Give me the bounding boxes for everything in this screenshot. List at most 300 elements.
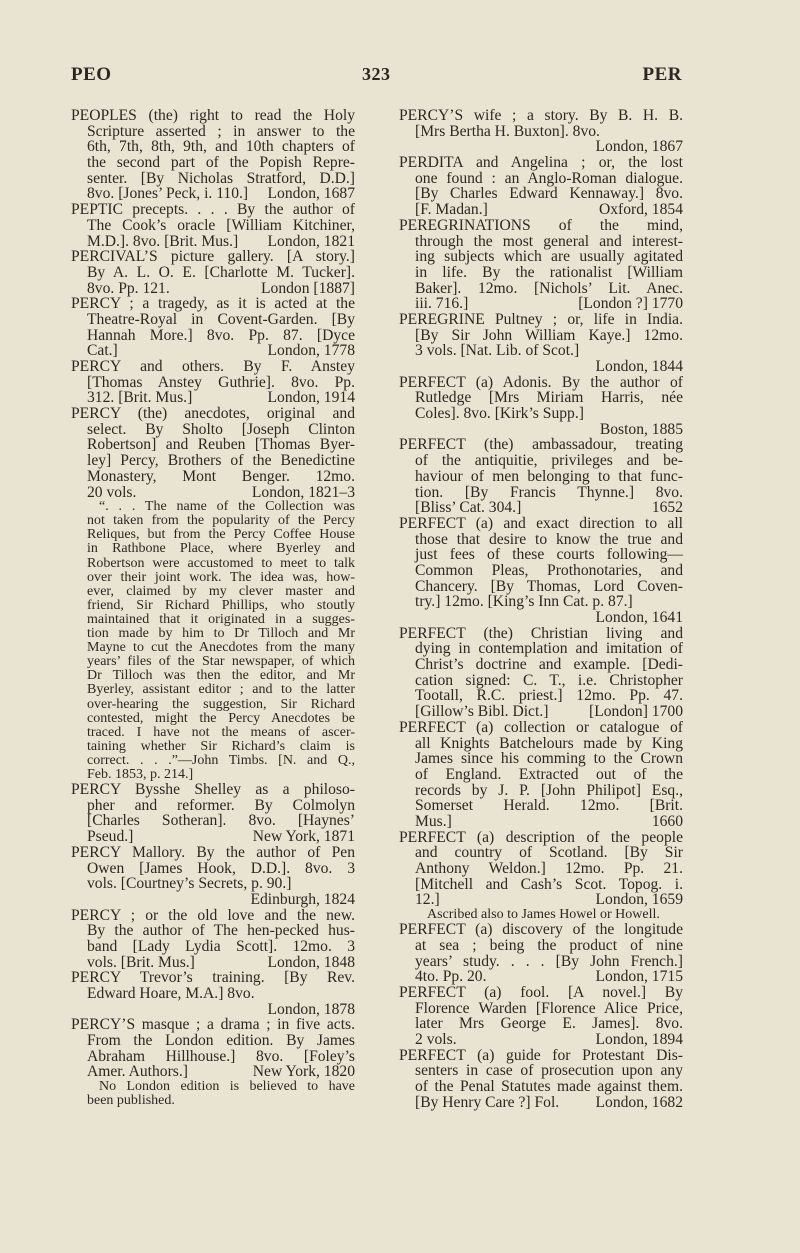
entry-line: [399, 783, 683, 799]
line-text: PEPTIC precepts. . . . By the author of: [71, 201, 355, 219]
line-text: Dr Tilloch was then the editor, and Mr: [87, 668, 355, 684]
line-text: taining whether Sir Richard’s claim is: [87, 738, 355, 754]
entry-line: [399, 422, 683, 438]
line-text: Cat.]: [87, 342, 118, 360]
entry-line: [399, 579, 683, 595]
line-text: Byerley, assistant editor ; and to the latter: [87, 682, 355, 698]
entry-line: [71, 669, 355, 683]
catalogue-entry: [399, 720, 683, 830]
entry-line: [71, 986, 355, 1002]
line-text: senter. [By Nicholas Stratford, D.D.]: [87, 169, 355, 187]
entry-line: [71, 939, 355, 955]
line-text: [Mrs Bertha H. Buxton]. 8vo.: [415, 122, 600, 140]
entry-line: [399, 265, 683, 281]
entry-line: [399, 343, 683, 359]
entry-line: [399, 234, 683, 250]
entry-line: [71, 234, 355, 250]
line-text: ing subjects which are usually agitated: [415, 248, 683, 266]
line-text: Monastery, Mont Benger. 12mo.: [87, 467, 355, 485]
catalogue-entry: [399, 108, 683, 155]
line-text: at sea ; being the product of nine: [415, 936, 683, 954]
catalogue-entry: [399, 312, 683, 375]
line-text: PERFECT (a) fool. [A novel.] By: [399, 983, 683, 1001]
line-text: London, 1867: [595, 138, 683, 156]
line-text: Ascribed also to James Howel or Howell.: [427, 907, 660, 923]
line-text: the second part of the Popish Repre-: [87, 154, 355, 172]
line-text: Pseud.]: [87, 828, 134, 846]
line-text: Chancery. [By Thomas, Lord Coven-: [415, 577, 683, 595]
entry-line: [71, 343, 355, 359]
entry-line: [399, 1001, 683, 1017]
imprint-place-date: London [1887]: [261, 279, 355, 297]
imprint-place-date: London, 1659: [595, 891, 683, 909]
catalogue-entry: [399, 922, 683, 985]
line-text: ever, claimed by my clever master and: [87, 583, 355, 599]
entry-line: [71, 571, 355, 585]
line-text: 12.]: [415, 891, 440, 909]
entry-line: [71, 970, 355, 986]
catalogue-entry: [71, 908, 355, 971]
catalogue-entry: [71, 970, 355, 1017]
line-text: London, 1641: [595, 609, 683, 626]
entry-line: [399, 922, 683, 938]
line-text: in life. By the rationalist [William: [415, 263, 683, 281]
line-text: Anthony Weldon.] 12mo. Pp. 21.: [415, 860, 683, 877]
line-text: Hannah More.] 8vo. Pp. 87. [Dyce: [87, 326, 355, 344]
imprint-place-date: London, 1914: [267, 389, 355, 407]
entry-line: [71, 202, 355, 218]
entry-line: [399, 406, 683, 422]
entry-line: [399, 469, 683, 485]
line-text: haviour of men belonging to that func-: [415, 467, 683, 485]
entry-line: [399, 328, 683, 344]
line-text: From the London edition. By James: [87, 1032, 355, 1050]
entry-line: [71, 908, 355, 924]
line-text: PERFECT (a) Adonis. By the author of: [399, 373, 683, 391]
entry-line: [71, 359, 355, 375]
entry-line: [399, 563, 683, 579]
entry-line: [71, 861, 355, 877]
page-number: 323: [362, 64, 391, 84]
entry-line: [399, 688, 683, 704]
entry-line: [71, 249, 355, 265]
entry-line: [71, 296, 355, 312]
entry-line: [71, 528, 355, 542]
entry-line: [71, 698, 355, 712]
entry-line: [399, 139, 683, 155]
entry-line: [399, 861, 683, 877]
line-text: select. By Sholto [Joseph Clinton: [87, 420, 355, 438]
entry-line: [399, 751, 683, 767]
line-text: PERCY Mallory. By the author of Pen: [71, 843, 355, 861]
line-text: contested, might the Percy Anecdotes be: [87, 710, 355, 726]
entry-line: [399, 610, 683, 626]
entry-line: [71, 171, 355, 187]
line-text: dying in contemplation and imitation of: [415, 640, 683, 658]
entry-line: [399, 1032, 683, 1048]
line-text: through the most general and interest-: [415, 232, 683, 250]
imprint-place-date: 1660: [651, 812, 683, 830]
entry-line: [399, 830, 683, 846]
entry-line: [399, 390, 683, 406]
entry-line: [71, 500, 355, 514]
catalogue-entry: [399, 1048, 683, 1111]
catalogue-note: [71, 1080, 355, 1108]
catalogue-entry: [399, 218, 683, 312]
line-text: James since his comming to the Crown: [415, 750, 683, 768]
entry-line: [71, 155, 355, 171]
line-text: PEREGRINE Pultney ; or, life in India.: [399, 310, 683, 328]
entry-line: [399, 453, 683, 469]
entry-line: [399, 1016, 683, 1032]
entry-line: [399, 720, 683, 736]
line-text: Amer. Authors.]: [87, 1063, 188, 1081]
entry-line: [399, 704, 683, 720]
entry-line: [71, 406, 355, 422]
line-text: [By Henry Care ?] Fol.: [415, 1093, 560, 1111]
entry-line: [399, 108, 683, 124]
entry-line: [71, 923, 355, 939]
entry-line: [71, 1002, 355, 1018]
entry-line: [71, 312, 355, 328]
line-text: over-hearing the suggestion, Sir Richard: [87, 696, 355, 712]
entry-line: [71, 186, 355, 202]
line-text: [Thomas Anstey Guthrie]. 8vo. Pp.: [87, 373, 355, 391]
line-text: just fees of these courts following—: [415, 546, 683, 564]
catalogue-entry: [399, 516, 683, 626]
imprint-place-date: London, 1821–3: [251, 483, 355, 501]
entry-line: [399, 969, 683, 985]
left-column: [71, 108, 355, 1108]
line-text: PERCY (the) anecdotes, original and: [71, 405, 355, 423]
catalogue-entry: [71, 782, 355, 845]
entry-line: [71, 514, 355, 528]
line-text: PEOPLES (the) right to read the Holy: [71, 107, 355, 124]
imprint-place-date: London, 1821: [267, 232, 355, 250]
entry-line: [399, 375, 683, 391]
entry-line: [399, 594, 683, 610]
line-text: [Bliss’ Cat. 304.]: [415, 499, 522, 517]
line-text: PERFECT (the) Christian living and: [399, 624, 683, 642]
line-text: London, 1878: [267, 1000, 355, 1018]
line-text: Baker]. 12mo. [Nichols’ Lit. Anec.: [415, 279, 683, 297]
line-text: Tootall, R.C. priest.] 12mo. Pp. 47.: [415, 687, 683, 705]
entry-line: [399, 359, 683, 375]
imprint-place-date: New York, 1820: [252, 1063, 355, 1081]
entry-line: [71, 876, 355, 892]
line-text: Feb. 1853, p. 214.]: [87, 766, 194, 782]
line-text: friend, Sir Richard Phillips, who stoutly: [87, 597, 355, 613]
entry-line: [399, 954, 683, 970]
catalogue-note: [71, 500, 355, 782]
entry-line: [71, 726, 355, 740]
line-text: By the author of The hen-pecked hus-: [87, 922, 355, 940]
line-text: ley] Percy, Brothers of the Benedictine: [87, 452, 355, 470]
imprint-place-date: [London] 1700: [589, 703, 683, 721]
imprint-place-date: London, 1778: [267, 342, 355, 360]
entry-line: [399, 312, 683, 328]
entry-line: [399, 171, 683, 187]
line-text: Common Pleas, Prothonotaries, and: [415, 561, 683, 579]
imprint-place-date: London, 1682: [595, 1093, 683, 1111]
catalogue-note: [399, 908, 683, 922]
line-text: [Charles Sotheran]. 8vo. [Haynes’: [87, 812, 355, 830]
entry-line: [399, 281, 683, 297]
line-text: PERCY’S masque ; a drama ; in five acts.: [71, 1016, 355, 1034]
line-text: later Mrs George E. James]. 8vo.: [415, 1015, 683, 1033]
entry-line: [71, 782, 355, 798]
line-text: PERCY ; or the old love and the new.: [71, 906, 355, 924]
line-text: PERFECT (a) discovery of the longitude: [399, 921, 683, 939]
line-text: records by J. P. [John Philipot] Esq.,: [415, 781, 683, 799]
line-text: Rutledge [Mrs Miriam Harris, née: [415, 389, 683, 407]
line-text: 8vo. [Jones’ Peck, i. 110.]: [87, 185, 249, 203]
entry-line: [71, 712, 355, 726]
line-text: No London edition is believed to have: [99, 1079, 355, 1095]
entry-line: [399, 296, 683, 312]
line-text: PERFECT (a) description of the people: [399, 828, 683, 846]
line-text: in Rathbone Place, where Byerley and: [87, 541, 355, 557]
line-text: of the antiquitie, privileges and be-: [415, 452, 683, 470]
catalogue-entry: [399, 437, 683, 515]
line-text: all Knights Batchelours made by King: [415, 734, 683, 752]
line-text: traced. I have not the means of ascer-: [87, 724, 355, 740]
line-text: Robertson were accustomed to meet to talk: [87, 555, 355, 571]
line-text: PERCY and others. By F. Anstey: [71, 358, 355, 375]
entry-line: [399, 249, 683, 265]
catalogue-entry: [71, 1017, 355, 1080]
entry-line: [399, 814, 683, 830]
line-text: Coles]. 8vo. [Kirk’s Supp.]: [415, 405, 584, 423]
entry-line: [71, 328, 355, 344]
line-text: PERCY Trevor’s training. [By Rev.: [71, 969, 355, 987]
line-text: correct. . . .”—John Timbs. [N. and Q.,: [87, 752, 355, 768]
line-text: PERCIVAL’S picture gallery. [A story.]: [71, 248, 355, 266]
imprint-place-date: [London ?] 1770: [578, 295, 683, 313]
line-text: tion. [By Francis Thynne.] 8vo.: [415, 483, 683, 501]
line-text: Mus.]: [415, 812, 452, 830]
entry-line: [71, 218, 355, 234]
entry-line: [71, 108, 355, 124]
line-text: Robertson] and Reuben [Thomas Byer-: [87, 436, 355, 454]
entry-line: [71, 627, 355, 641]
entry-line: [71, 829, 355, 845]
entry-line: [71, 585, 355, 599]
running-head-left: PEO: [71, 64, 112, 85]
entry-line: [399, 532, 683, 548]
line-text: Edinburgh, 1824: [250, 890, 355, 908]
line-text: Somerset Herald. 12mo. [Brit.: [415, 797, 683, 815]
entry-line: [399, 673, 683, 689]
line-text: PEREGRINATIONS of the mind,: [399, 216, 683, 234]
line-text: years’ study. . . . [By John French.]: [415, 952, 683, 970]
entry-line: [71, 845, 355, 861]
line-text: PERFECT (a) collection or catalogue of: [399, 718, 683, 736]
line-text: 312. [Brit. Mus.]: [87, 389, 193, 407]
entry-line: [71, 557, 355, 571]
line-text: Mayne to cut the Anecdotes from the many: [87, 640, 355, 656]
entry-line: [71, 655, 355, 669]
line-text: vols. [Courtney’s Secrets, p. 90.]: [87, 875, 292, 893]
line-text: of England. Extracted out of the: [415, 765, 683, 783]
imprint-place-date: London, 1848: [267, 953, 355, 971]
entry-line: [71, 768, 355, 782]
line-text: [By Sir John William Kaye.] 12mo.: [415, 326, 683, 344]
entry-line: [399, 657, 683, 673]
catalogue-entry: [71, 406, 355, 500]
line-text: pher and reformer. By Colmolyn: [87, 796, 355, 814]
imprint-place-date: London, 1715: [595, 968, 683, 986]
imprint-place-date: 1652: [651, 499, 683, 517]
entry-line: [71, 1049, 355, 1065]
entry-line: [71, 683, 355, 697]
line-text: vols. [Brit. Mus.]: [87, 953, 195, 971]
line-text: cation signed: C. T., i.e. Christopher: [415, 671, 683, 689]
line-text: Edward Hoare, M.A.] 8vo.: [87, 985, 255, 1002]
catalogue-entry: [399, 985, 683, 1048]
entry-line: [71, 599, 355, 613]
catalogue-entry: [71, 202, 355, 249]
entry-line: [399, 202, 683, 218]
line-text: over their joint work. The idea was, how-: [87, 569, 355, 585]
entry-line: [399, 641, 683, 657]
imprint-place-date: New York, 1871: [252, 828, 355, 846]
line-text: been published.: [87, 1093, 175, 1109]
imprint-place-date: London, 1894: [595, 1030, 683, 1048]
entry-line: [399, 845, 683, 861]
entry-line: [399, 1048, 683, 1064]
line-text: those that desire to know the true and: [415, 530, 683, 548]
line-text: not taken from the popularity of the Percy: [87, 513, 355, 529]
entry-line: [71, 740, 355, 754]
entry-line: [71, 641, 355, 655]
entry-line: [399, 938, 683, 954]
entry-line: [71, 469, 355, 485]
line-text: London, 1844: [595, 358, 683, 375]
line-text: PERCY Bysshe Shelley as a philoso-: [71, 781, 355, 799]
entry-line: [399, 877, 683, 893]
catalogue-entry: [399, 375, 683, 438]
line-text: M.D.]. 8vo. [Brit. Mus.]: [87, 232, 239, 250]
entry-line: [71, 437, 355, 453]
catalogue-entry: [399, 155, 683, 218]
entry-line: [71, 813, 355, 829]
entry-line: [399, 798, 683, 814]
entry-line: [399, 1079, 683, 1095]
line-text: Owen [James Hook, D.D.]. 8vo. 3: [87, 859, 355, 877]
entry-line: [399, 626, 683, 642]
line-text: 3 vols. [Nat. Lib. of Scot.]: [415, 342, 580, 360]
line-text: By A. L. O. E. [Charlotte M. Tucker].: [87, 263, 355, 281]
entry-line: [71, 139, 355, 155]
entry-line: [71, 375, 355, 391]
line-text: maintained that it originated in a sugges-: [87, 611, 355, 627]
line-text: years’ files of the Star newspaper, of which: [87, 654, 355, 670]
entry-line: [399, 736, 683, 752]
line-text: “. . . The name of the Collection was: [99, 499, 355, 515]
right-column: [399, 108, 683, 1110]
entry-line: [71, 892, 355, 908]
line-text: [F. Madan.]: [415, 201, 488, 219]
line-text: and country of Scotland. [By Sir: [415, 844, 683, 862]
entry-line: [399, 985, 683, 1001]
catalogue-entry: [71, 108, 355, 202]
entry-line: [71, 390, 355, 406]
line-text: PERDITA and Angelina ; or, the lost: [399, 154, 683, 172]
entry-line: [71, 1094, 355, 1108]
entry-line: [71, 1017, 355, 1033]
entry-line: [71, 281, 355, 297]
line-text: 4to. Pp. 20.: [415, 968, 487, 986]
entry-line: [399, 908, 683, 922]
line-text: Christ’s doctrine and example. [Dedi-: [415, 656, 683, 674]
entry-line: [71, 453, 355, 469]
entry-line: [71, 422, 355, 438]
entry-line: [71, 265, 355, 281]
entry-line: [399, 500, 683, 516]
entry-line: [399, 186, 683, 202]
line-text: PERCY ; a tragedy, as it is acted at the: [71, 295, 355, 313]
entry-line: [71, 955, 355, 971]
line-text: 6th, 7th, 8th, 9th, and 10th chapters of: [87, 138, 355, 156]
line-text: Florence Warden [Florence Alice Price,: [415, 999, 683, 1017]
line-text: one found : an Anglo-Roman dialogue.: [415, 169, 683, 187]
line-text: [Mitchell and Cash’s Scot. Topog. i.: [415, 875, 683, 893]
line-text: PERFECT (a) and exact direction to all: [399, 514, 683, 532]
entry-line: [71, 124, 355, 140]
entry-line: [399, 437, 683, 453]
line-text: Abraham Hillhouse.] 8vo. [Foley’s: [87, 1047, 355, 1065]
catalogue-entry: [399, 626, 683, 720]
line-text: try.] 12mo. [King’s Inn Cat. p. 87.]: [415, 593, 633, 611]
entry-line: [399, 892, 683, 908]
entry-line: [399, 767, 683, 783]
entry-line: [71, 1080, 355, 1094]
entry-line: [399, 547, 683, 563]
line-text: band [Lady Lydia Scott]. 12mo. 3: [87, 937, 355, 955]
imprint-place-date: Oxford, 1854: [598, 201, 683, 219]
entry-line: [71, 798, 355, 814]
line-text: [Gillow’s Bibl. Dict.]: [415, 703, 549, 721]
running-head-right: PER: [642, 64, 682, 85]
line-text: iii. 716.]: [415, 295, 469, 313]
line-text: tion made by him to Dr Tilloch and Mr: [87, 626, 355, 642]
entry-line: [71, 1064, 355, 1080]
catalogue-entry: [399, 830, 683, 908]
catalogue-entry: [71, 359, 355, 406]
imprint-place-date: London, 1687: [267, 185, 355, 203]
line-text: PERFECT (the) ambassadour, treating: [399, 436, 683, 454]
line-text: of the Penal Statutes made against them.: [415, 1078, 683, 1096]
entry-line: [399, 485, 683, 501]
catalogue-entry: [71, 249, 355, 296]
entry-line: [71, 754, 355, 768]
line-text: 20 vols.: [87, 483, 137, 501]
entry-line: [399, 1063, 683, 1079]
catalogue-entry: [71, 845, 355, 908]
entry-line: [399, 155, 683, 171]
entry-line: [399, 516, 683, 532]
entry-line: [71, 485, 355, 501]
line-text: [By Charles Edward Kennaway.] 8vo.: [415, 185, 683, 203]
line-text: The Cook’s oracle [William Kitchiner,: [87, 216, 355, 234]
entry-line: [71, 1033, 355, 1049]
line-text: Reliques, but from the Percy Coffee House: [87, 527, 355, 543]
entry-line: [71, 542, 355, 556]
line-text: PERCY’S wife ; a story. By B. H. B.: [399, 107, 683, 124]
entry-line: [399, 1095, 683, 1111]
line-text: 8vo. Pp. 121.: [87, 279, 170, 297]
